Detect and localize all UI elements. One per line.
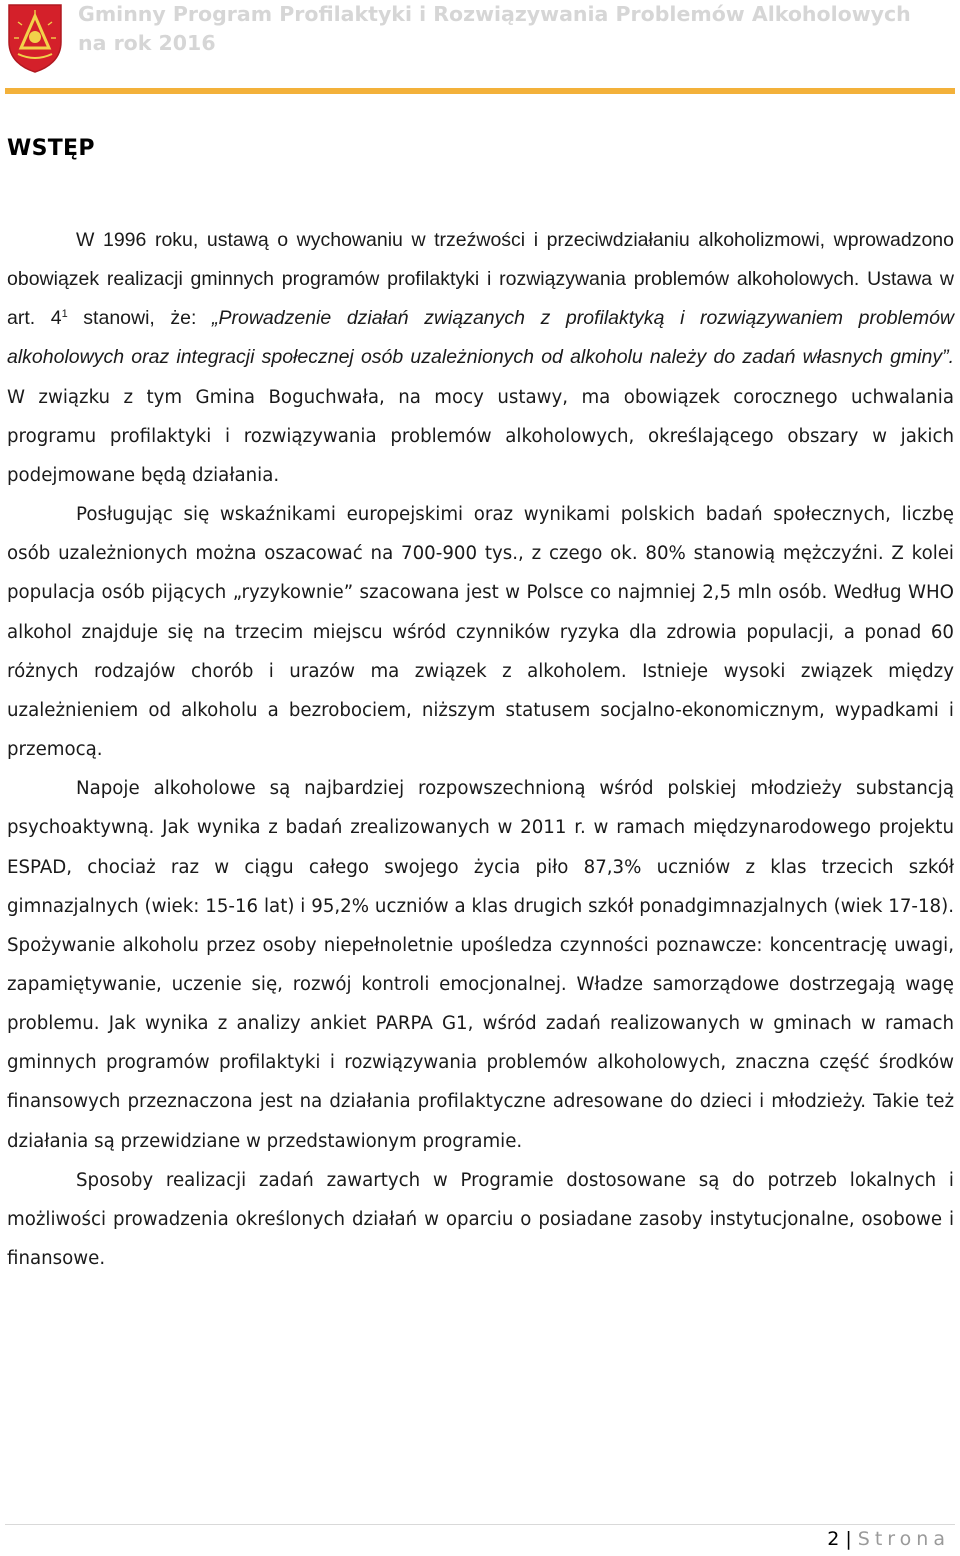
paragraph-statistics: Posługując się wskaźnikami europejskimi oraz wynikami polskich badań społecznych, liczbę osób uzależnionych można oszacować na 700-900 tys., z czego ok. 80% stanowią mężczyźni. Z kolei populacja osób pijących „ryzykownie” szacowana jest w Polsce co najmniej 2,5 mln osób. Według WHO alkohol znajduje się na trzecim miejscu wśród czynników ryzyka dla zdrowia populacji, a ponad 60 różnych rodzajów chorób i urazów ma związek z alkoholem. Istnieje wysoki związek między uzależnieniem od alkoholu a bezrobociem, niższym statusem socjalno-ekonomicznym, wypadkami i przemocą. <box>7 504 954 761</box>
document-title-line2: na rok 2016 <box>78 31 216 55</box>
page-header <box>0 0 960 96</box>
statute-quote: „Prowadzenie działań związanych z profilaktyką i rozwiązywaniem problemów alkoholowych oraz integracji społecznej osób uzależnionych od alkoholu należy do zadań własnych gminy”. <box>7 307 954 369</box>
paragraph-intro <box>7 221 954 495</box>
paragraph-intro-text-c: W związku z tym Gmina Boguchwała, na mocy ustawy, ma obowiązek corocznego uchwalania programu profilaktyki i rozwiązywania problemów alkoholowych, określającego obszary w jakich podejmowane będą działania. <box>7 386 954 486</box>
header-divider <box>5 88 955 94</box>
section-heading: WSTĘP <box>7 136 95 161</box>
paragraph-intro-text-b: stanowi, że: <box>67 307 213 330</box>
page-number: 2 <box>827 1528 840 1550</box>
paragraph-youth: Napoje alkoholowe są najbardziej rozpowszechnioną wśród polskiej młodzieży substancją psychoaktywną. Jak wynika z badań zrealizowanych w 2011 r. w ramach międzynarodowego projektu ESPAD, chociaż raz w ciągu całego swojego życia piło 87,3% uczniów z klas trzecich szkół gimnazjalnych (wiek: 15-16 lat) i 95,2% uczniów a klas drugich szkół ponadgimnazjalnych (wiek 17-18). Spożywanie alkoholu przez osoby niepełnoletnie upośledza czynności poznawcze: koncentrację uwagi, zapamiętywanie, uczenie się, rozwój kontroli emocjonalnej. Władze samorządowe dostrzegają wagę problemu. Jak wynika z analizy ankiet PARPA G1, wśród zadań realizowanych w gminach w ramach gminnych programów profilaktyki i rozwiązywania problemów alkoholowych, znaczna część środków finansowych przeznaczona jest na działania profilaktyczne adresowane do dzieci i młodzieży. Takie też działania są przewidziane w przedstawionym programie. <box>7 778 954 1152</box>
municipal-coat-of-arms-icon <box>6 2 64 74</box>
footer-separator: | <box>845 1528 852 1550</box>
paragraph-intro-text-a: W 1996 roku, ustawą o wychowaniu w trzeźwości i przeciwdziałaniu alkoholizmowi, wprowadzono obowiązek realizacji gminnych programów profilaktyki i rozwiązywania problemów alkoholowych. Ustawa w art. 4 <box>7 229 954 330</box>
document-title-line1: Gminny Program Profilaktyki i Rozwiązywania Problemów Alkoholowych <box>78 2 911 26</box>
article-superscript: 1 <box>61 308 68 321</box>
paragraph-implementation: Sposoby realizacji zadań zawartych w Programie dostosowane są do potrzeb lokalnych i możliwości prowadzenia określonych działań w oparciu o posiadane zasoby instytucjonalne, osobowe i finansowe. <box>7 1169 954 1270</box>
document-body <box>7 221 954 1278</box>
document-title <box>78 0 954 58</box>
footer-divider <box>5 1524 955 1525</box>
page-footer <box>827 1528 950 1550</box>
page-label: Strona <box>857 1528 950 1550</box>
